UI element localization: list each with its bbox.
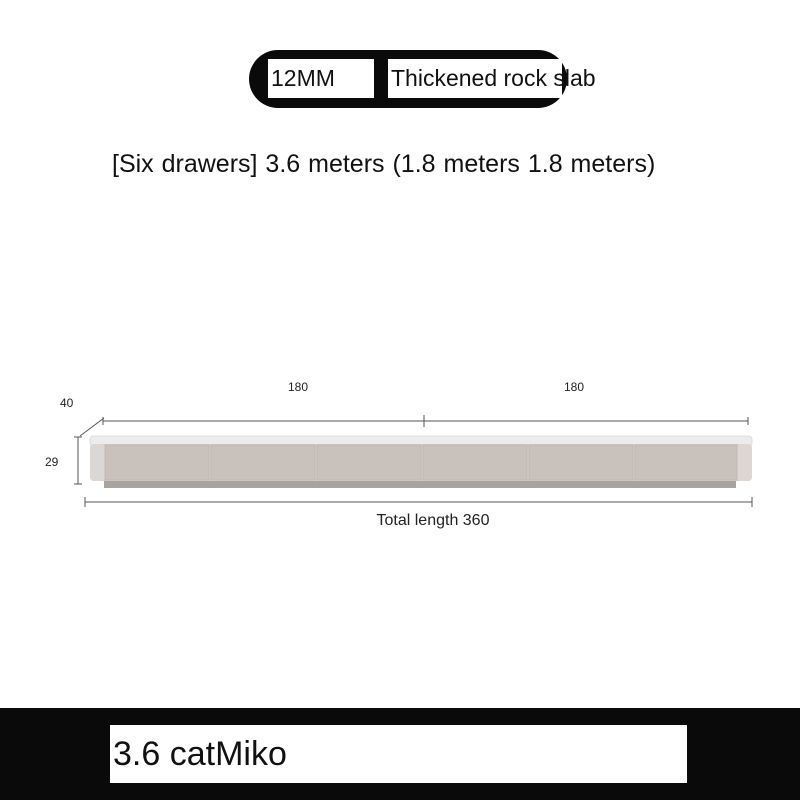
drawer-4 <box>423 445 527 480</box>
drawer-2 <box>211 445 315 480</box>
depth-label: 40 <box>60 396 74 410</box>
drawer-6 <box>635 445 737 480</box>
material-label: Thickened rock slab <box>388 59 562 98</box>
drawer-5 <box>529 445 633 480</box>
depth-dimension-line <box>80 418 104 436</box>
thickness-label: 12MM <box>268 59 374 98</box>
height-dimension-line <box>74 437 82 484</box>
segment-left-label: 180 <box>287 380 309 394</box>
total-length-label: Total length 360 <box>376 512 490 529</box>
total-length-dimension-line <box>85 497 752 507</box>
height-label: 29 <box>45 455 59 469</box>
drawer-3 <box>317 445 421 480</box>
segment-right-label: 180 <box>563 380 585 394</box>
variant-label: 3.6 catMiko <box>110 725 687 783</box>
cabinet-body <box>90 436 752 488</box>
variant-bar <box>0 708 800 800</box>
drawer-1 <box>105 445 209 480</box>
product-subtitle: [Six drawers] 3.6 meters (1.8 meters 1.8 meters) <box>112 150 656 178</box>
width-dimension-line <box>103 415 748 427</box>
